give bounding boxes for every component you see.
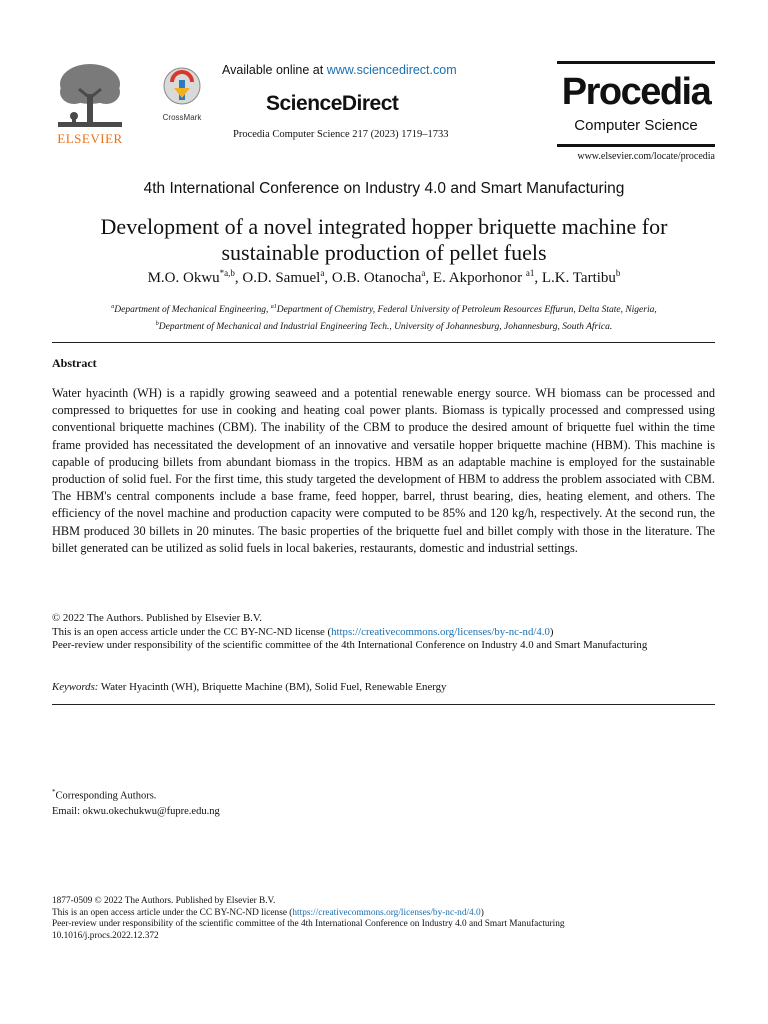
affiliation-mark: b	[155, 321, 159, 328]
copyright-line: © 2022 The Authors. Published by Elsevier B.V.	[52, 612, 262, 624]
affiliation-line-1	[40, 300, 728, 317]
page-footer	[52, 896, 715, 942]
author-affiliation-mark: *a,b	[219, 268, 235, 278]
corresponding-author-note	[52, 785, 220, 819]
affiliation-a1: Department of Chemistry, Federal University of Petroleum Resources Effurun, Delta State, Nigeria,	[276, 305, 657, 316]
affiliation-mark: a1	[270, 304, 277, 310]
footer-open-access-prefix: This is an open access article under the CC BY-NC-ND license (	[52, 907, 293, 918]
paper-title-line-1: Development of a novel integrated hopper briquette machine for	[100, 214, 668, 239]
affiliations	[40, 300, 728, 334]
author-name: M.O. Okwu	[147, 270, 220, 286]
affiliation-line-2	[40, 317, 728, 334]
corresponding-mark: *	[52, 788, 56, 796]
journal-url-link[interactable]: www.elsevier.com/locate/procedia	[577, 151, 715, 162]
crossmark-badge[interactable]	[157, 66, 207, 122]
open-access-line	[52, 626, 715, 640]
author-affiliation-mark: a	[421, 268, 426, 278]
footer-peer-review-line: Peer-review under responsibility of the scientific committee of the 4th International Conference on Industry 4.0 and Smart Manufacturing	[52, 919, 565, 930]
peer-review-line: Peer-review under responsibility of the scientific committee of the 4th International Conference on Industry 4.0 and Smart Manufacturing	[52, 639, 648, 651]
abstract-heading: Abstract	[52, 356, 97, 370]
publisher-name: ELSEVIER	[57, 131, 123, 146]
procedia-subtitle: Computer Science	[574, 117, 698, 134]
author-affiliation-mark: a1	[525, 268, 535, 278]
open-access-prefix: This is an open access article under the CC BY-NC-ND license (	[52, 625, 332, 638]
crossmark-icon	[162, 66, 202, 106]
crossmark-label: CrossMark	[162, 113, 202, 122]
affiliation-mark: a	[111, 304, 115, 310]
sciencedirect-wordmark: ScienceDirect	[266, 92, 399, 115]
affiliation-a: Department of Mechanical Engineering,	[114, 305, 271, 316]
paper-title	[40, 214, 728, 266]
license-block	[52, 612, 715, 653]
journal-citation: Procedia Computer Science 217 (2023) 1719–1733	[233, 129, 449, 140]
doi-line[interactable]: 10.1016/j.procs.2022.12.372	[52, 930, 159, 941]
keywords-label: Keywords:	[52, 681, 99, 693]
author-name: O.D. Samuel	[242, 270, 321, 286]
author-name: L.K. Tartibu	[541, 270, 616, 286]
keywords-line	[52, 681, 715, 693]
footer-license-link[interactable]: https://creativecommons.org/licenses/by-nc-nd/4.0	[292, 907, 481, 918]
footer-open-access-line	[52, 908, 715, 920]
conference-name: 4th International Conference on Industry 4.0 and Smart Manufacturing	[143, 180, 625, 197]
keywords-text: Water Hyacinth (WH), Briquette Machine (BM), Solid Fuel, Renewable Energy	[98, 681, 447, 693]
paper-title-line-2: sustainable production of pellet fuels	[221, 240, 547, 265]
sciencedirect-link[interactable]: www.sciencedirect.com	[326, 63, 457, 77]
abstract-text: Water hyacinth (WH) is a rapidly growing seaweed and a potential renewable energy source. WH biomass can be processed and compressed to briquettes for use in cooking and heating coal power plants. Biomass is typically processed and compressed using conventional briquette machines (CBM). The inability of the CBM to produce the desired amount of briquette fuel within the time frame provided has necessitated the development of an innovative and versatile hopper briquette machine (HBM). This machine is capable of producing billets from abundant biomass in the tropics. HBM as an adaptable machine is employed for the sustainable production of solid fuel. For the first time, this study targeted the development of HBM to address the problem associated with CBM. The HBM's central components include a base frame, feed hopper, barrel, thrust bearing, dies, heating element, and others. The efficiency of the novel machine and production capacity were computed to be 85% and 120 kg/h, respectively. At the second run, the HBM produced 30 billets in 20 minutes. The basic properties of the briquette fuel and billet comply with those in the literature. The billet generated can be utilized as solid fuels in local bakeries, restaurants, domestic and industrial settings.	[52, 386, 715, 555]
author-name: O.B. Otanocha	[331, 270, 422, 286]
procedia-wordmark: Procedia	[561, 71, 711, 113]
author-list: M.O. Okwu$^{*a,b}$, O.D. Samuel$^a$, O.B. Otanocha$^a$, E. Akporhonor $^{a1}$, L.K. Tartibu$^b$	[147, 268, 621, 286]
available-prefix: Available online at	[222, 63, 327, 77]
open-access-suffix: )	[549, 625, 554, 638]
license-link[interactable]: https://creativecommons.org/licenses/by-nc-nd/4.0	[331, 625, 550, 638]
affiliation-b: Department of Mechanical and Industrial Engineering Tech., University of Johannesburg, Johannesburg, South Africa.	[158, 322, 613, 333]
issn-line: 1877-0509 © 2022 The Authors. Published by Elsevier B.V.	[52, 896, 276, 906]
footer-open-access-suffix: )	[480, 907, 484, 918]
corresponding-label: Corresponding Authors.	[55, 790, 157, 802]
corresponding-email[interactable]: Email: okwu.okechukwu@fupre.edu.ng	[52, 805, 220, 817]
author-affiliation-mark: b	[615, 268, 621, 278]
corresponding-label-line	[52, 785, 220, 804]
author-name: E. Akporhonor	[432, 270, 523, 286]
available-online-line	[222, 63, 457, 77]
author-affiliation-mark: a	[320, 268, 325, 278]
section-divider	[52, 342, 715, 343]
section-divider	[52, 704, 715, 705]
